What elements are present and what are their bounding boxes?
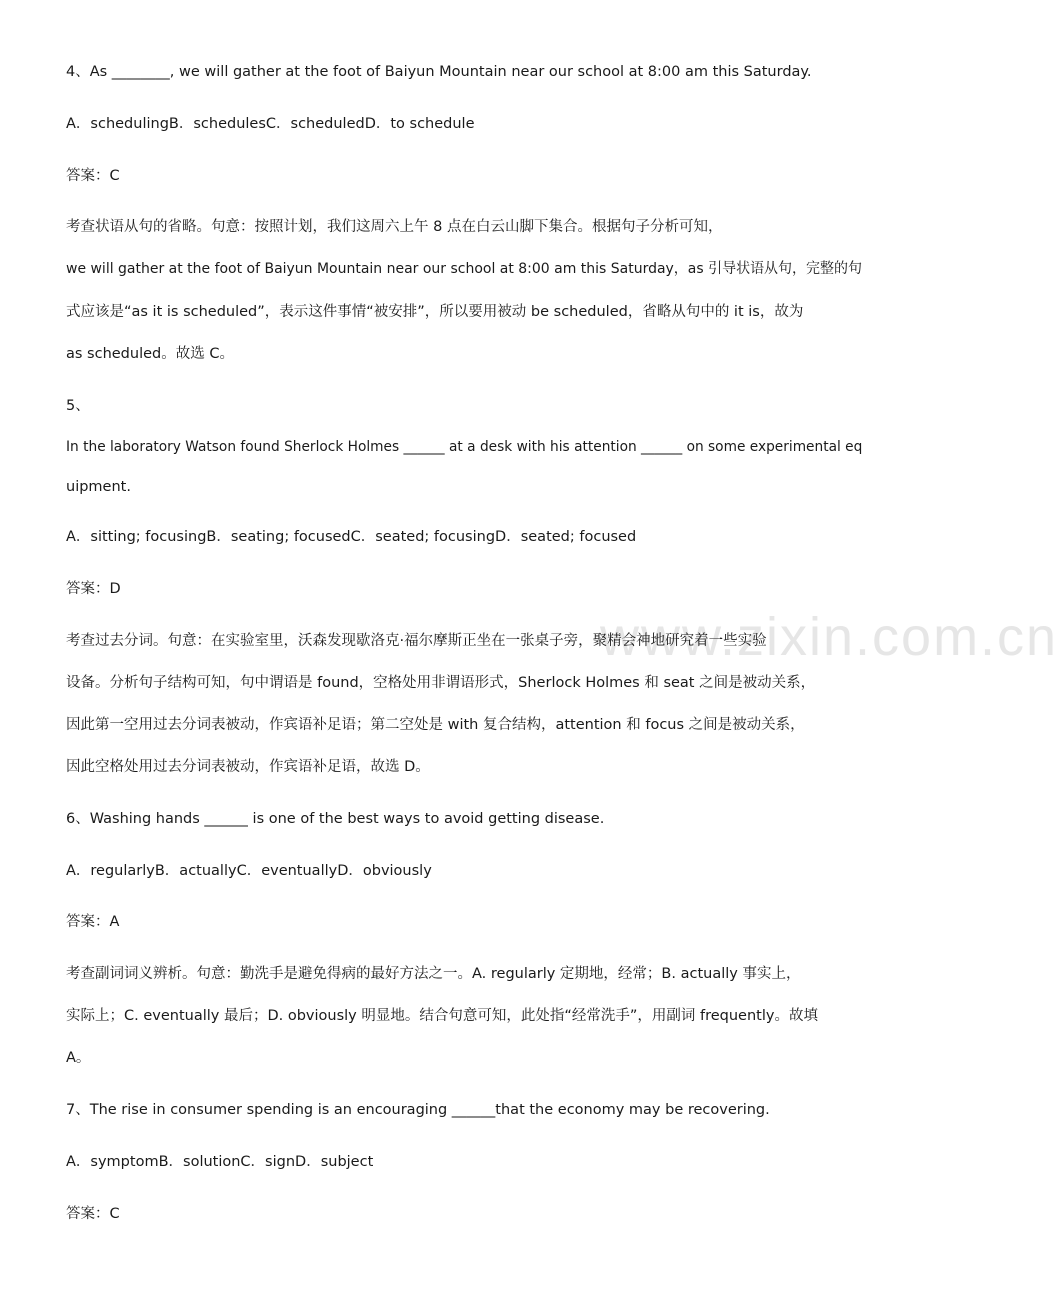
question-6-explanation-line-2: 实际上；C. eventually 最后；D. obviously 明显地。结合句意可知，此处指“经常洗手”，用副词 frequently。故填 — [66, 1008, 818, 1024]
question-5-explanation-line-1: 考查过去分词。句意：在实验室里，沃森发现歇洛克·福尔摩斯正坐在一张桌子旁，聚精会神地研究着一些实验 — [66, 633, 767, 649]
question-5-options: A．sitting; focusingB．seating; focusedC．seated; focusingD．seated; focused — [66, 529, 637, 545]
question-4-explanation-line-1: 考查状语从句的省略。句意：按照计划，我们这周六上午 8 点在白云山脚下集合。根据句子分析可知， — [66, 219, 723, 235]
question-4-options: A．schedulingB．schedulesC．scheduledD．to schedule — [66, 116, 475, 132]
question-7-answer: 答案：C — [66, 1206, 120, 1222]
question-5-number: 5、 — [66, 398, 90, 414]
question-5-stem-line-1: In the laboratory Watson found Sherlock Holmes ______ at a desk with his attention ______ on some experimental eq — [66, 439, 863, 455]
question-6-explanation-line-1: 考查副词词义辨析。句意：勤洗手是避免得病的最好方法之一。A. regularly 定期地，经常；B. actually 事实上， — [66, 966, 801, 982]
question-7-options: A．symptomB．solutionC．signD．subject — [66, 1154, 374, 1170]
question-6-options: A．regularlyB．actuallyC．eventuallyD．obviously — [66, 863, 432, 879]
watermark: www.zixin.com.cn — [600, 607, 1058, 667]
question-4-answer: 答案：C — [66, 168, 120, 184]
question-5-explanation-line-4: 因此空格处用过去分词表被动，作宾语补足语，故选 D。 — [66, 759, 430, 775]
question-7-stem: 7、The rise in consumer spending is an encouraging ______that the economy may be recovering. — [66, 1102, 770, 1118]
question-5-stem-line-2: uipment. — [66, 479, 131, 495]
question-4-stem: 4、As ________, we will gather at the foot of Baiyun Mountain near our school at 8:00 am this Saturday. — [66, 64, 812, 80]
question-4-explanation-line-2: we will gather at the foot of Baiyun Mountain near our school at 8:00 am this Saturday，as 引导状语从句，完整的句 — [66, 261, 862, 277]
question-4-explanation-line-3: 式应该是“as it is scheduled”，表示这件事情“被安排”，所以要用被动 be scheduled，省略从句中的 it is，故为 — [66, 304, 804, 320]
question-5-explanation-line-2: 设备。分析句子结构可知，句中谓语是 found，空格处用非谓语形式，Sherlock Holmes 和 seat 之间是被动关系， — [66, 675, 816, 691]
question-6-answer: 答案：A — [66, 914, 120, 930]
question-6-explanation-line-3: A。 — [66, 1050, 91, 1066]
question-5-answer: 答案：D — [66, 581, 121, 597]
question-4-explanation-line-4: as scheduled。故选 C。 — [66, 346, 234, 362]
question-6-stem: 6、Washing hands ______ is one of the best ways to avoid getting disease. — [66, 811, 605, 827]
question-5-explanation-line-3: 因此第一空用过去分词表被动，作宾语补足语；第二空处是 with 复合结构，attention 和 focus 之间是被动关系， — [66, 717, 805, 733]
